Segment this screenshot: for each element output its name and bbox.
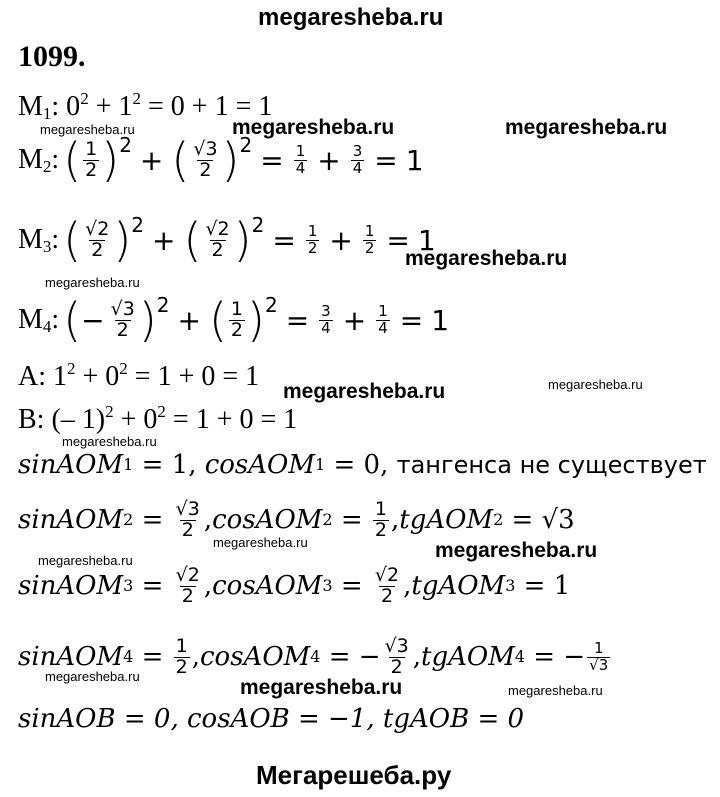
trig-row-4: sinAOM 4 = $\frac{1}{2}$ , cosAOM 4 = − $\frac{√3}{2}$ , tgAOM 4 = − $\frac{1}{√3}$ — [18, 635, 609, 678]
watermark: megaresheba.ru — [505, 116, 668, 139]
line-a: A: $1^2 + 0^2 = 1 + 0 = 1$ — [18, 359, 260, 392]
watermark: megaresheba.ru — [213, 535, 308, 550]
watermark-bottom: Мегарешеба.ру — [256, 760, 452, 790]
line-m3: $M_3$: ( $\frac{√2}{2}$ ) 2 + ( $\frac{√2}{2}$ ) 2 = $\frac{1}{2}$ + $\frac{1}{2}$ = 1 — [18, 213, 436, 267]
line-m4: $M_4$: ( − $\frac{√3}{2}$ ) 2 + ( $\frac{1}{2}$ ) 2 = $\frac{3}{4}$ + $\frac{1}{4}$ = 1 — [18, 293, 450, 347]
watermark: megaresheba.ru — [40, 122, 135, 137]
trig-row-1: sinAOM 1 = 1 , cosAOM 1 = 0 , тангенса не существует — [18, 450, 707, 480]
watermark: megaresheba.ru — [62, 434, 157, 449]
watermark: megaresheba.ru — [240, 676, 403, 699]
watermark: megaresheba.ru — [45, 275, 140, 290]
watermark: megaresheba.ru — [283, 380, 446, 403]
watermark: megaresheba.ru — [508, 683, 603, 698]
trig-row-2: sinAOM 2 = $\frac{√3}{2}$ , cosAOM 2 = $\frac{1}{2}$ , tgAOM 2 = √3 — [18, 498, 575, 541]
line-m2: $M_2$: ( $\frac{1}{2}$ ) 2 + ( $\frac{√3}{2}$ ) 2 = $\frac{1}{4}$ + $\frac{3}{4}$ = 1 — [18, 133, 424, 187]
trig-row-3: sinAOM 3 = $\frac{√2}{2}$ , cosAOM 3 = $\frac{√2}{2}$ , tgAOM 3 = 1 — [18, 564, 571, 607]
watermark: megaresheba.ru — [548, 377, 643, 392]
trig-row-5: sinAOB = 0, cosAOB = −1, tgAOB = 0 — [18, 704, 525, 734]
watermark: megaresheba.ru — [405, 247, 568, 270]
watermark: megaresheba.ru — [435, 539, 598, 562]
watermark: megaresheba.ru — [232, 116, 395, 139]
watermark: megaresheba.ru — [38, 553, 133, 568]
line-b: B: (– $1)^2 + 0^2 = 1 + 0 = 1$ — [18, 402, 298, 435]
watermark-top: megaresheba.ru — [258, 4, 444, 31]
problem-number: 1099. — [18, 40, 86, 73]
watermark: megaresheba.ru — [45, 669, 140, 684]
line-m1: $M_1$: $0^2 + 1^2 = 0 + 1 = 1$ — [18, 89, 273, 123]
